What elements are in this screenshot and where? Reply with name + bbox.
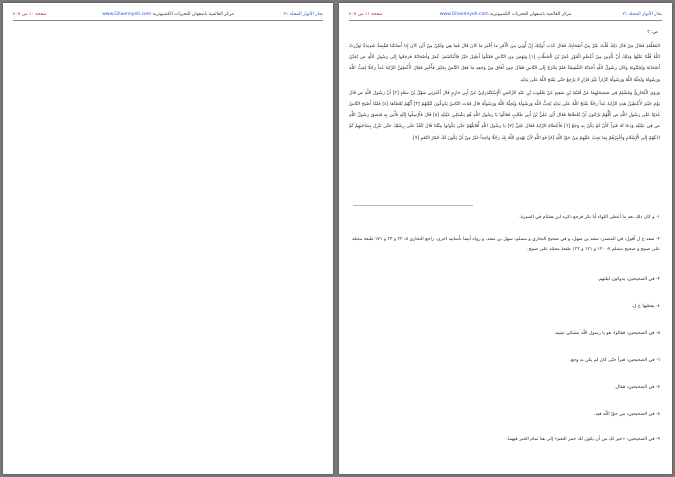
main-text — [349, 41, 660, 146]
page-counter: صفحة ١٠ من ٤٠٥ — [13, 12, 47, 17]
paragraph: المُغَلَّقَةِ فَقَالَ مَنْ قَالَ ذَلِكَ قُلْتُ غَيْرُ مِنْ أَصْحَابِكَ فَقَالَ كَذَبَ أُولَئِكَ إِنَّ أُوتِيَ مِنَ الْأَمْرِ مَا أَخْبَرَ مَا كَانَ قَالَ فَمَا هِيَ وَلَكِنْ مِنْ أَيْنَ كَانَ إِذَا أَصَابَتْنَا مُقْبِمَةٌ شَدِيدَةٌ تَوَزَّرَتْ اللَّهُ قُلْنَا عَلَيْهَا وَذَلِكَ أَنَّ الَّذِينَ مِنْ أَعْظَمِ الْفَوْزِ عُمَرُ بْنُ الْخَطَّابِ [١] وَنَهَضَ مِنَ النَّاسِ فَقَتَلُوا أَطِيلَ خَيْرٌ فَالْتَكَشَفَ عُمَرُ وَأَصْحَابُهُ فَرَجَعُوا إِلَى رَسُولِ اللَّهِ ص يُجَبِّنُ أَصْحَابَهُ وَيُجَبِّنُونَهُ وَكَانَ رَسُولُ اللَّهِ أَخَذَتْهُ الشَّقِيقَةُ فَلَمْ يَخْرُجْ إِلَى النَّاسِ فَقَالَ حِينَ أَفَاقَ مِنْ وَجَعِهِ مَا فَعَلَ النَّاسُ بِخَيْبَرَ فَأُخْبِرَ فَقَالَ لَأُعْطِيَنَّ الرَّايَةَ غَداً رَجُلًا يُحِبُّ اللَّهَ وَرَسُولَهُ وَيُحِبُّهُ اللَّهُ وَرَسُولُهُ كَرَّاراً غَيْرَ فَرَّارٍ لَا يَرْجِعُ حَتَّى يَفْتَحَ اللَّهُ عَلَى يَدَيْهِ. — [349, 44, 660, 83]
footnote: ٩- في الصحيحين: «خير لك من أن يكون لك حمر النعم» إلى هنا تمام الخبر فيهما. — [506, 437, 660, 442]
page-counter: صفحة ١١ من ٤٠٥ — [349, 12, 383, 17]
paragraph: وَرَوَى الْبُخَارِيُّ وَمُسْلِمٌ فِي صَحِيحَيْهِمَا عَنْ قُتَيْبَةَ بْنِ سَعِيدٍ عَنْ يَعْقُوبَ بْنِ عَبْدِ الرَّحْمَنِ الْإِسْكَنْدَرَانِيِّ عَنْ أَبِي حَازِمٍ قَالَ أَخْبَرَنِي سَهْلُ بْنُ سَعْدٍ [٢] أَنَّ رَسُولَ اللَّهِ ص قَالَ يَوْمَ خَيْبَرَ لَأُعْطِيَنَّ هَذِهِ الرَّايَةَ غَداً رَجُلًا يَفْتَحُ اللَّهُ عَلَى يَدَيْهِ يُحِبُّ اللَّهَ وَرَسُولَهُ وَيُحِبُّهُ اللَّهُ وَرَسُولُهُ قَالَ فَبَاتَ النَّاسُ يَدُوكُونَ لَيْلَتَهُمْ [٣] أَيُّهُمْ يُعْطَاهَا [٤] فَلَمَّا أَصْبَحَ النَّاسُ غَدَوْا عَلَى رَسُولِ اللَّهِ ص كُلُّهُمْ يَرْجُونَ أَنْ يُعْطَاهَا فَقَالَ أَيْنَ عَلِيُّ بْنُ أَبِي طَالِبٍ فَقَالُوا يَا رَسُولَ اللَّهِ هُوَ يَشْتَكِي عَيْنَيْهِ [٥] قَالَ فَأَرْسِلُوا إِلَيْهِ فَأُتِيَ بِهِ فَبَصَقَ رَسُولُ اللَّهِ ص فِي عَيْنَيْهِ وَدَعَا لَهُ فَبَرَأَ كَأَنْ لَمْ يَكُنْ بِهِ وَجَعٌ [٦] فَأَعْطَاهُ الرَّايَةَ فَقَالَ عَلِيٌّ [٧] يَا رَسُولَ اللَّهِ أُقَاتِلُهُمْ حَتَّى يَكُونُوا مِثْلَنَا قَالَ انْفُذْ عَلَى رِسْلِكَ حَتَّى تَنْزِلَ بِسَاحَتِهِمْ ثُمَّ ادْعُهُمْ إِلَى الْإِسْلَامِ وَأَخْبِرْهُمْ بِمَا يَجِبُ عَلَيْهِمْ مِنْ حَقِّ اللَّهِ [٨] فَوَ اللَّهِ لَأَنْ يَهْدِيَ اللَّهُ بِكَ رَجُلًا وَاحِداً خَيْرٌ مِنْ أَنْ يَكُونَ لَكَ حُمْرُ النَّعَمِ [٩]. — [349, 90, 660, 141]
footnote: ٢- سعد خ ل أقول: في المصدر: سعد بن سهل، و في صحيح البخاري و مسلم: سهل بن سعد، و رواه أيضا بأسانيد اخرى. راجع البخاري ٥: ٢٢ و ٢٣ و ١٧١ طبعة محمّد على صبيح و صحيح مسلم ٧: ١٢٠ و ١٢١ و ١٢٢ طبعة محمّد على صبيح. — [351, 237, 660, 252]
book-title: بحار الأنوار المجلد ٢١ — [622, 12, 662, 17]
center-site-name: مركز القائمية باصفهان للتحريات الكمبيوترية — [152, 12, 234, 17]
right-page — [339, 3, 672, 474]
site-url[interactable]: www.Ghaemiyeh.com — [439, 12, 489, 17]
footnote: ٤- يعطيها خ ل. — [631, 304, 660, 309]
page-header — [349, 11, 662, 21]
page-header — [13, 11, 323, 21]
book-title: بحار الأنوار المجلد ٢١ — [283, 12, 323, 17]
footnote: ٧- في الصحيحين: فقال. — [614, 385, 660, 390]
footnote: ٣- في الصحيحين: يدوكون ليلتهم. — [597, 277, 660, 282]
site-url[interactable]: www.Ghaemiyeh.com — [102, 12, 152, 17]
footnote: ٨- في الصحيحين: من حقّ اللّه فيه. — [593, 412, 660, 417]
footnote-separator — [353, 205, 473, 206]
page-number: ص: ٣ — [647, 30, 658, 35]
footnote: ١- و كان ذلك بعد ما أعطى اللواء أبا بكر فرجع ذكره ابن هشام في السيرة. — [519, 215, 660, 220]
left-page — [3, 3, 333, 474]
footnote: ٥- في الصحيحين: فقالوا: هو يا رسول اللّه يشتكي عينيه. — [554, 331, 660, 336]
center-site-name: مركز القائمية باصفهان للتحريات الكمبيوترية — [490, 12, 572, 17]
footnote: ٦- في الصحيحين: فبرأ حتّى كان لم يكن به وجع. — [569, 358, 660, 363]
